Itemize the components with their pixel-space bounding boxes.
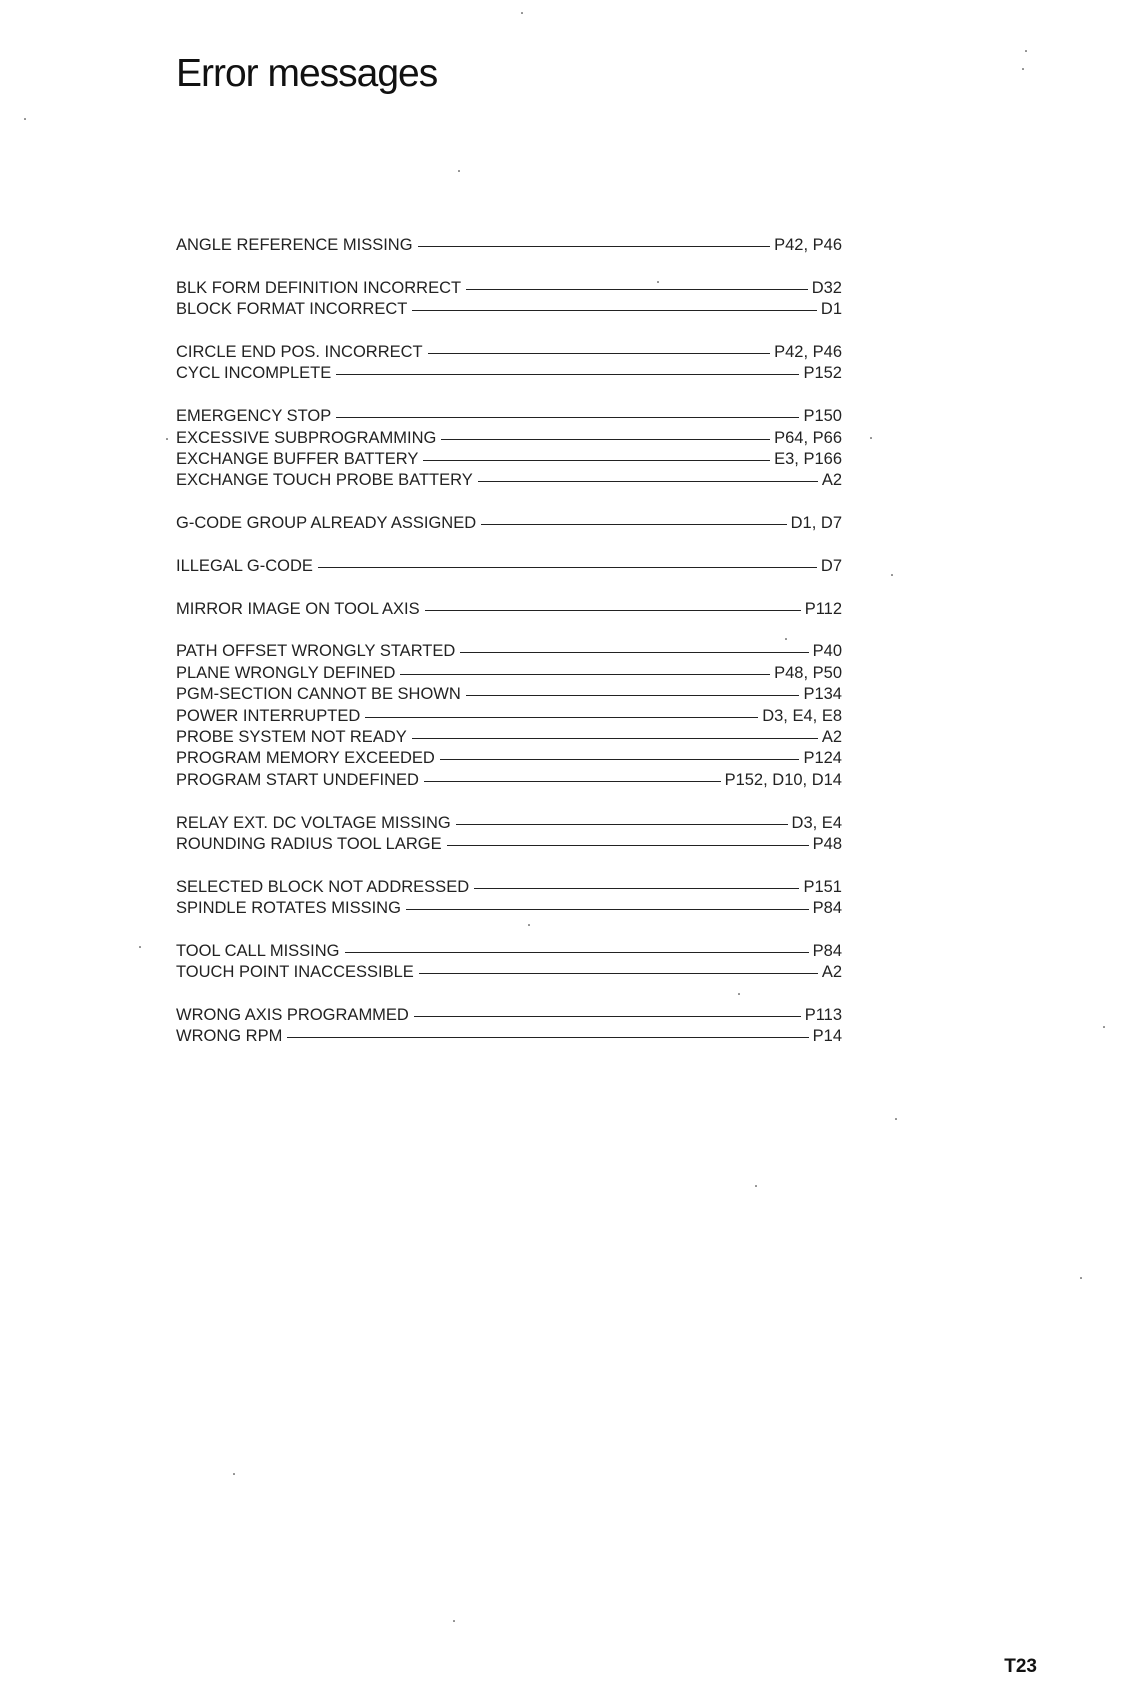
scan-speck bbox=[657, 281, 659, 283]
scan-speck bbox=[521, 12, 523, 14]
scan-speck bbox=[870, 437, 872, 439]
error-entry bbox=[176, 941, 842, 962]
error-entry bbox=[176, 513, 842, 534]
leader-line bbox=[428, 353, 770, 354]
leader-line bbox=[365, 717, 758, 718]
entry-group bbox=[176, 1005, 842, 1048]
page-reference: P40 bbox=[812, 642, 842, 661]
page-reference: D3, E4, E8 bbox=[762, 706, 842, 725]
error-message-label: POWER INTERRUPTED bbox=[176, 706, 361, 725]
page-reference: A2 bbox=[821, 471, 842, 490]
error-entry bbox=[176, 770, 842, 791]
page-reference: P48 bbox=[812, 834, 842, 853]
error-entry bbox=[176, 470, 842, 491]
leader-line bbox=[466, 695, 800, 696]
scan-speck bbox=[453, 1620, 455, 1622]
scan-speck bbox=[139, 946, 141, 948]
error-entry bbox=[176, 834, 842, 855]
error-message-label: G-CODE GROUP ALREADY ASSIGNED bbox=[176, 514, 477, 533]
leader-line bbox=[336, 374, 799, 375]
error-message-label: PROGRAM START UNDEFINED bbox=[176, 770, 419, 789]
error-entry bbox=[176, 877, 842, 898]
error-entry bbox=[176, 748, 842, 769]
error-message-label: CIRCLE END POS. INCORRECT bbox=[176, 342, 423, 361]
scan-speck bbox=[1080, 1277, 1082, 1279]
leader-line bbox=[318, 567, 817, 568]
page-reference: P42, P46 bbox=[774, 236, 842, 254]
page-reference: P84 bbox=[812, 899, 842, 918]
error-entry bbox=[176, 599, 842, 620]
error-message-label: WRONG RPM bbox=[176, 1027, 283, 1046]
scan-speck bbox=[1103, 1026, 1105, 1028]
page-reference: D1 bbox=[820, 300, 842, 319]
leader-line bbox=[474, 888, 799, 889]
scan-speck bbox=[233, 1473, 235, 1475]
error-message-label: PGM-SECTION CANNOT BE SHOWN bbox=[176, 685, 461, 704]
scan-speck bbox=[785, 638, 787, 640]
entry-group bbox=[176, 235, 842, 256]
error-entry bbox=[176, 406, 842, 427]
error-message-label: PLANE WRONGLY DEFINED bbox=[176, 663, 396, 682]
leader-line bbox=[406, 909, 809, 910]
error-entry bbox=[176, 1005, 842, 1026]
scan-speck bbox=[755, 1185, 757, 1187]
leader-line bbox=[425, 610, 801, 611]
leader-line bbox=[336, 417, 799, 418]
page-reference: P14 bbox=[812, 1027, 842, 1046]
error-entry bbox=[176, 235, 842, 256]
page-reference: P151 bbox=[803, 877, 842, 896]
entry-group bbox=[176, 406, 842, 492]
error-message-label: ANGLE REFERENCE MISSING bbox=[176, 236, 413, 254]
error-entry bbox=[176, 342, 842, 363]
page-reference: P112 bbox=[804, 599, 842, 618]
leader-line bbox=[424, 781, 721, 782]
leader-line bbox=[345, 952, 809, 953]
error-entry bbox=[176, 449, 842, 470]
error-message-label: PATH OFFSET WRONGLY STARTED bbox=[176, 642, 456, 661]
entry-group bbox=[176, 941, 842, 984]
error-message-label: TOOL CALL MISSING bbox=[176, 941, 340, 960]
leader-line bbox=[400, 674, 770, 675]
page-reference: P152, D10, D14 bbox=[724, 770, 842, 789]
error-entry bbox=[176, 278, 842, 299]
error-entry bbox=[176, 727, 842, 748]
error-message-label: PROBE SYSTEM NOT READY bbox=[176, 727, 407, 746]
entry-group bbox=[176, 641, 842, 791]
error-entry bbox=[176, 684, 842, 705]
leader-line bbox=[447, 845, 809, 846]
entry-group bbox=[176, 513, 842, 534]
entry-group bbox=[176, 877, 842, 920]
page-title: Error messages bbox=[176, 52, 438, 95]
leader-line bbox=[412, 738, 818, 739]
scan-speck bbox=[891, 574, 893, 576]
leader-line bbox=[440, 759, 800, 760]
page-number: T23 bbox=[1004, 1656, 1037, 1677]
leader-line bbox=[478, 481, 818, 482]
error-entry bbox=[176, 556, 842, 577]
error-entry bbox=[176, 1026, 842, 1047]
error-message-label: SELECTED BLOCK NOT ADDRESSED bbox=[176, 877, 470, 896]
scan-speck bbox=[738, 993, 740, 995]
error-message-label: EXCESSIVE SUBPROGRAMMING bbox=[176, 428, 437, 447]
error-entry bbox=[176, 962, 842, 983]
error-message-index bbox=[176, 235, 842, 1069]
leader-line bbox=[418, 246, 771, 247]
error-message-label: BLK FORM DEFINITION INCORRECT bbox=[176, 278, 462, 297]
page-reference: P48, P50 bbox=[774, 663, 842, 682]
error-message-label: ILLEGAL G-CODE bbox=[176, 556, 313, 575]
error-entry bbox=[176, 706, 842, 727]
scan-speck bbox=[528, 924, 530, 926]
error-entry bbox=[176, 813, 842, 834]
leader-line bbox=[441, 439, 770, 440]
page-reference: P113 bbox=[804, 1006, 842, 1025]
page-reference: D32 bbox=[811, 278, 842, 297]
leader-line bbox=[466, 289, 808, 290]
error-message-label: EXCHANGE BUFFER BATTERY bbox=[176, 449, 419, 468]
error-entry bbox=[176, 898, 842, 919]
error-message-label: RELAY EXT. DC VOLTAGE MISSING bbox=[176, 813, 451, 832]
leader-line bbox=[412, 310, 817, 311]
entry-group bbox=[176, 278, 842, 321]
scan-speck bbox=[166, 438, 168, 440]
error-message-label: WRONG AXIS PROGRAMMED bbox=[176, 1006, 409, 1025]
page-reference: P150 bbox=[803, 407, 842, 426]
leader-line bbox=[287, 1037, 808, 1038]
scan-speck bbox=[458, 170, 460, 172]
error-entry bbox=[176, 641, 842, 662]
leader-line bbox=[456, 824, 788, 825]
scan-speck bbox=[1025, 50, 1027, 52]
entry-group bbox=[176, 599, 842, 620]
page-reference: D7 bbox=[820, 556, 842, 575]
error-entry bbox=[176, 663, 842, 684]
page-reference: P152 bbox=[803, 364, 842, 383]
leader-line bbox=[419, 973, 818, 974]
error-entry bbox=[176, 428, 842, 449]
error-message-label: EMERGENCY STOP bbox=[176, 407, 332, 426]
page-reference: D3, E4 bbox=[791, 813, 842, 832]
page-reference: D1, D7 bbox=[790, 514, 842, 533]
leader-line bbox=[460, 652, 808, 653]
error-entry bbox=[176, 299, 842, 320]
page-reference: A2 bbox=[821, 727, 842, 746]
error-message-label: EXCHANGE TOUCH PROBE BATTERY bbox=[176, 471, 473, 490]
error-message-label: ROUNDING RADIUS TOOL LARGE bbox=[176, 834, 442, 853]
page-reference: E3, P166 bbox=[774, 449, 842, 468]
scan-speck bbox=[1022, 68, 1024, 70]
scan-speck bbox=[24, 118, 26, 120]
error-entry bbox=[176, 363, 842, 384]
leader-line bbox=[423, 460, 770, 461]
leader-line bbox=[414, 1016, 801, 1017]
page-reference: A2 bbox=[821, 963, 842, 982]
page-reference: P84 bbox=[812, 941, 842, 960]
entry-group bbox=[176, 556, 842, 577]
error-message-label: BLOCK FORMAT INCORRECT bbox=[176, 300, 408, 319]
page-reference: P134 bbox=[803, 685, 842, 704]
error-message-label: MIRROR IMAGE ON TOOL AXIS bbox=[176, 599, 420, 618]
scan-speck bbox=[895, 1118, 897, 1120]
entry-group bbox=[176, 813, 842, 856]
error-message-label: CYCL INCOMPLETE bbox=[176, 364, 332, 383]
error-message-label: TOUCH POINT INACCESSIBLE bbox=[176, 963, 414, 982]
page-reference: P42, P46 bbox=[774, 342, 842, 361]
error-message-label: SPINDLE ROTATES MISSING bbox=[176, 899, 401, 918]
page-reference: P64, P66 bbox=[774, 428, 842, 447]
error-message-label: PROGRAM MEMORY EXCEEDED bbox=[176, 749, 435, 768]
page-reference: P124 bbox=[803, 749, 842, 768]
leader-line bbox=[481, 524, 786, 525]
entry-group bbox=[176, 342, 842, 385]
